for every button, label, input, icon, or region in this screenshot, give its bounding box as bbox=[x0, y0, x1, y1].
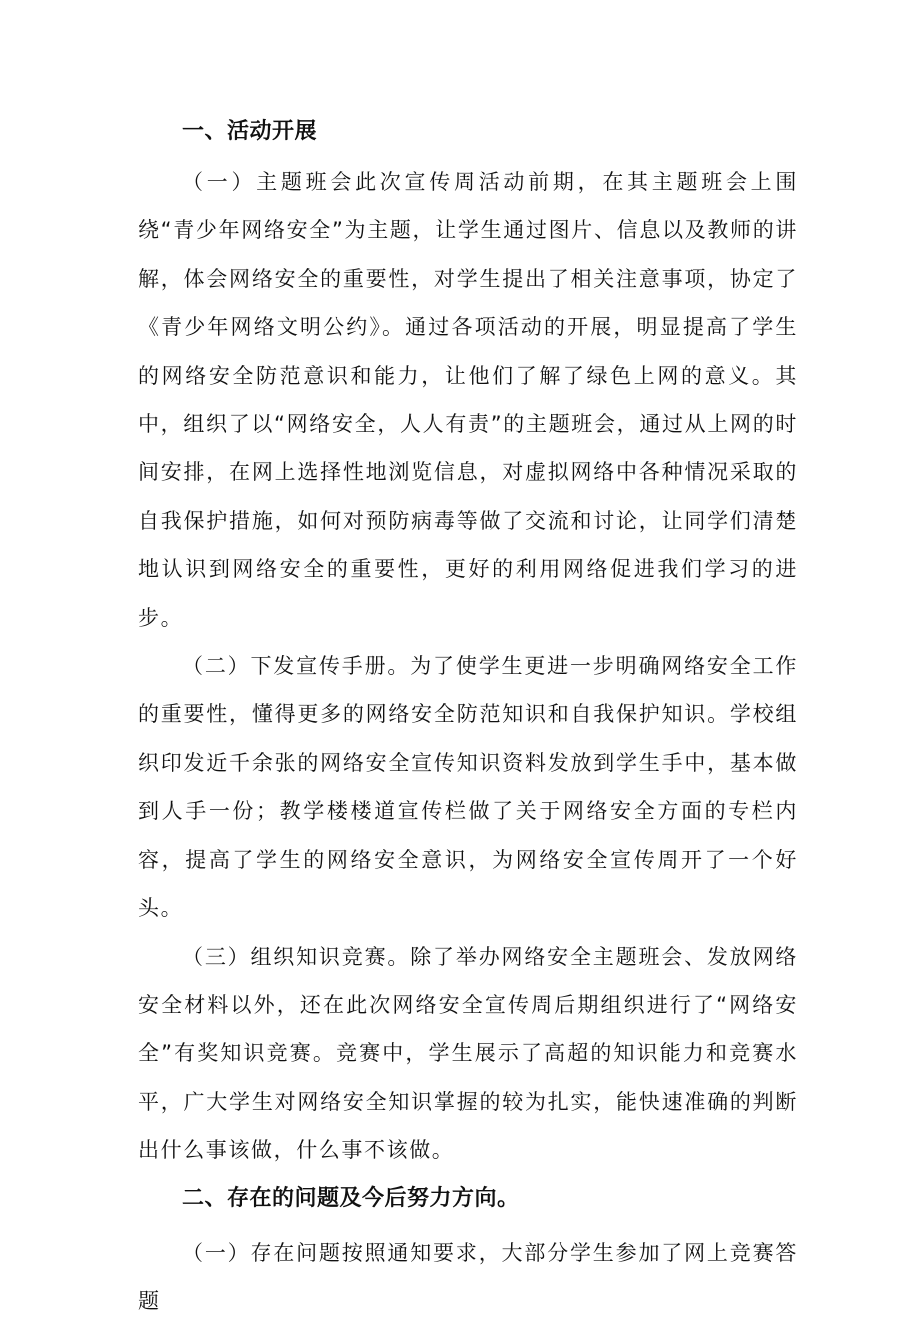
paragraph-knowledge-contest: （三）组织知识竞赛。除了举办网络安全主题班会、发放网络安全材料以外，还在此次网络安全宣传周后期组织进行了“网络安全”有奖知识竞赛。竞赛中，学生展示了高超的知识能力和竞赛水平，广大学生对网络安全知识掌握的较为扎实，能快速准确的判断出什么事该做，什么事不该做。 bbox=[138, 944, 798, 1163]
document-body bbox=[138, 112, 798, 1325]
paragraph-existing-problems: （一）存在问题按照通知要求，大部分学生参加了网上竞赛答题 bbox=[138, 1240, 798, 1313]
paragraph-handbook: （二）下发宣传手册。为了使学生更进一步明确网络安全工作的重要性，懂得更多的网络安全防范知识和自我保护知识。学校组织印发近千余张的网络安全宣传知识资料发放到学生手中，基本做到人手一份；教学楼楼道宣传栏做了关于网络安全方面的专栏内容，提高了学生的网络安全意识，为网络安全宣传周开了一个好头。 bbox=[138, 654, 798, 921]
paragraph-theme-class-meeting: （一）主题班会此次宣传周活动前期，在其主题班会上围绕“青少年网络安全”为主题，让学生通过图片、信息以及教师的讲解，体会网络安全的重要性，对学生提出了相关注意事项，协定了《青少年网络文明公约》。通过各项活动的开展，明显提高了学生的网络安全防范意识和能力，让他们了解了绿色上网的意义。其中，组织了以“网络安全，人人有责”的主题班会，通过从上网的时间安排，在网上选择性地浏览信息，对虚拟网络中各种情况采取的自我保护措施，如何对预防病毒等做了交流和讨论，让同学们清楚地认识到网络安全的重要性，更好的利用网络促进我们学习的进步。 bbox=[138, 170, 798, 630]
section-heading-1: 一、活动开展 bbox=[182, 119, 318, 144]
section-heading-2: 二、存在的问题及今后努力方向。 bbox=[182, 1185, 520, 1211]
